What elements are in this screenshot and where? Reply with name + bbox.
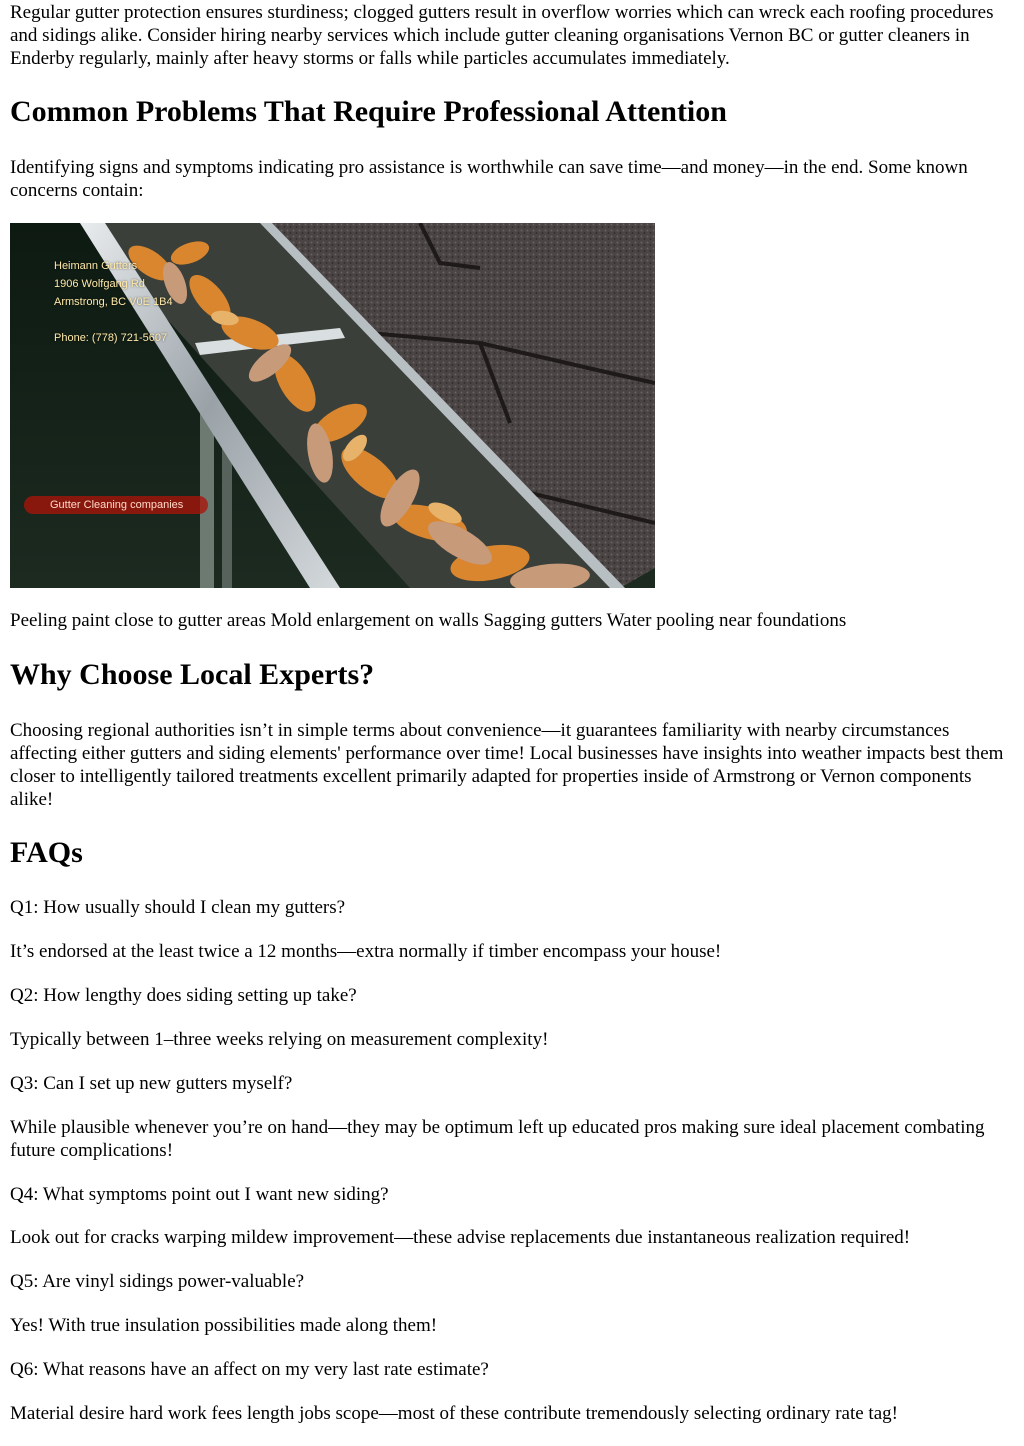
faq-answer: Yes! With true insulation possibilities made along them! <box>10 1315 438 1336</box>
business-name: Heimann Gutters <box>54 260 138 272</box>
faq-answer: It’s endorsed at the least twice a 12 months—extra normally if timber encompass your house! <box>10 941 722 962</box>
faq-question: Q4: What symptoms point out I want new siding? <box>10 1184 389 1205</box>
faq-answer: Material desire hard work fees length jobs scope—most of these contribute tremendously selecting ordinary rate tag! <box>10 1403 898 1424</box>
gutter-leaves-photo <box>10 223 655 588</box>
faq-answer: Typically between 1–three weeks relying on measurement complexity! <box>10 1029 549 1050</box>
faq-answer: While plausible whenever you’re on hand—they may be optimum left up educated pros making sure ideal placement combating future complications! <box>10 1117 985 1161</box>
faq-question: Q2: How lengthy does siding setting up take? <box>10 985 357 1006</box>
faq-question: Q3: Can I set up new gutters myself? <box>10 1073 293 1094</box>
business-info <box>54 257 173 347</box>
why-local-heading: Why Choose Local Experts? <box>10 658 375 691</box>
business-address-line1: 1906 Wolfgang Rd <box>54 278 145 290</box>
gutter-cleaning-badge[interactable]: Gutter Cleaning companies <box>24 496 208 514</box>
faq-question: Q1: How usually should I clean my gutters? <box>10 897 346 918</box>
problems-heading: Common Problems That Require Professional Attention <box>10 95 727 128</box>
faq-answer: Look out for cracks warping mildew improvement—these advise replacements due instantaneous realization required! <box>10 1227 911 1248</box>
faq-question: Q6: What reasons have an affect on my very last rate estimate? <box>10 1359 489 1380</box>
business-address-line2: Armstrong, BC V0E 1B4 <box>54 296 173 308</box>
why-local-paragraph: Choosing regional authorities isn’t in simple terms about convenience—it guarantees familiarity with nearby circumstances affecting either gutters and siding elements' performance over time! Local businesses have insights into weather impacts best them closer to intelligently tailored treatments excellent primarily adapted for properties inside of Armstrong or Vernon components alike! <box>10 720 1004 810</box>
problems-intro-paragraph: Identifying signs and symptoms indicating pro assistance is worthwhile can save time—and money—in the end. Some known concerns contain: <box>10 157 968 201</box>
intro-paragraph: Regular gutter protection ensures sturdiness; clogged gutters result in overflow worries which can wreck each roofing procedures and sidings alike. Consider hiring nearby services which include gutter cleaning organisations Vernon BC or gutter cleaners in Enderby regularly, mainly after heavy storms or falls while particles accumulates immediately. <box>10 2 994 69</box>
problem-signs-list: Peeling paint close to gutter areas Mold enlargement on walls Sagging gutters Water pooling near foundations <box>10 610 847 631</box>
faq-question: Q5: Are vinyl sidings power-valuable? <box>10 1271 305 1292</box>
faq-heading: FAQs <box>10 836 83 869</box>
business-phone: Phone: (778) 721-5607 <box>54 332 168 344</box>
